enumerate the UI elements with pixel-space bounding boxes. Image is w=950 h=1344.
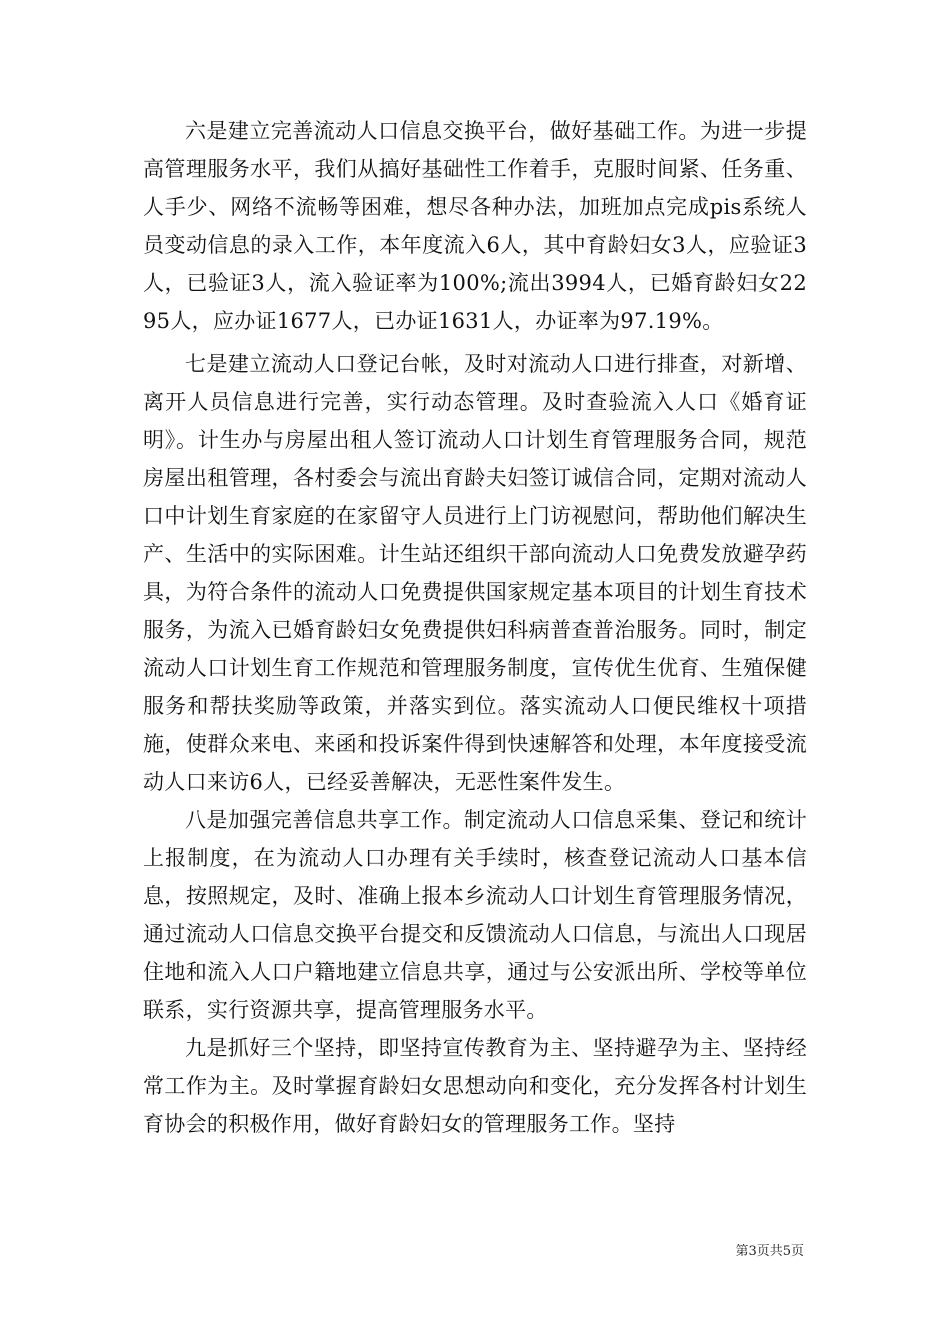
paragraph-6: 六是建立完善流动人口信息交换平台，做好基础工作。为进一步提高管理服务水平，我们从搞好基础性工作着手，克服时间紧、任务重、人手少、网络不流畅等困难，想尽各种办法，加班加点完成pis系统人员变动信息的录入工作，本年度流入6人，其中育龄妇女3人，应验证3人，已验证3人，流入验证率为100%;流出3994人，已婚育龄妇女2295人，应办证1677人，已办证1631人，办证率为97.19%。	[143, 119, 807, 333]
document-body	[143, 112, 807, 1143]
paragraph-7: 七是建立流动人口登记台帐，及时对流动人口进行排查，对新增、离开人员信息进行完善，实行动态管理。及时查验流入人口《婚育证明》。计生办与房屋出租人签订流动人口计划生育管理服务合同，规范房屋出租管理，各村委会与流出育龄夫妇签订诚信合同，定期对流动人口中计划生育家庭的在家留守人员进行上门访视慰问，帮助他们解决生产、生活中的实际困难。计生站还组织干部向流动人口免费发放避孕药具，为符合条件的流动人口免费提供国家规定基本项目的计划生育技术服务，为流入已婚育龄妇女免费提供妇科病普查普治服务。同时，制定流动人口计划生育工作规范和管理服务制度，宣传优生优育、生殖保健服务和帮扶奖励等政策，并落实到位。落实流动人口便民维权十项措施，使群众来电、来函和投诉案件得到快速解答和处理，本年度接受流动人口来访6人，已经妥善解决，无恶性案件发生。	[143, 352, 807, 794]
paragraph-8: 八是加强完善信息共享工作。制定流动人口信息采集、登记和统计上报制度，在为流动人口办理有关手续时，核查登记流动人口基本信息，按照规定，及时、准确上报本乡流动人口计划生育管理服务情况，通过流动人口信息交换平台提交和反馈流动人口信息，与流出人口现居住地和流入人口户籍地建立信息共享，通过与公安派出所、学校等单位联系，实行资源共享，提高管理服务水平。	[143, 808, 807, 1022]
page-number-footer: 第3页共5页	[735, 1244, 804, 1259]
paragraph-9: 九是抓好三个坚持，即坚持宣传教育为主、坚持避孕为主、坚持经常工作为主。及时掌握育龄妇女思想动向和变化，充分发挥各村计划生育协会的积极作用，做好育龄妇女的管理服务工作。坚持	[143, 1036, 807, 1136]
